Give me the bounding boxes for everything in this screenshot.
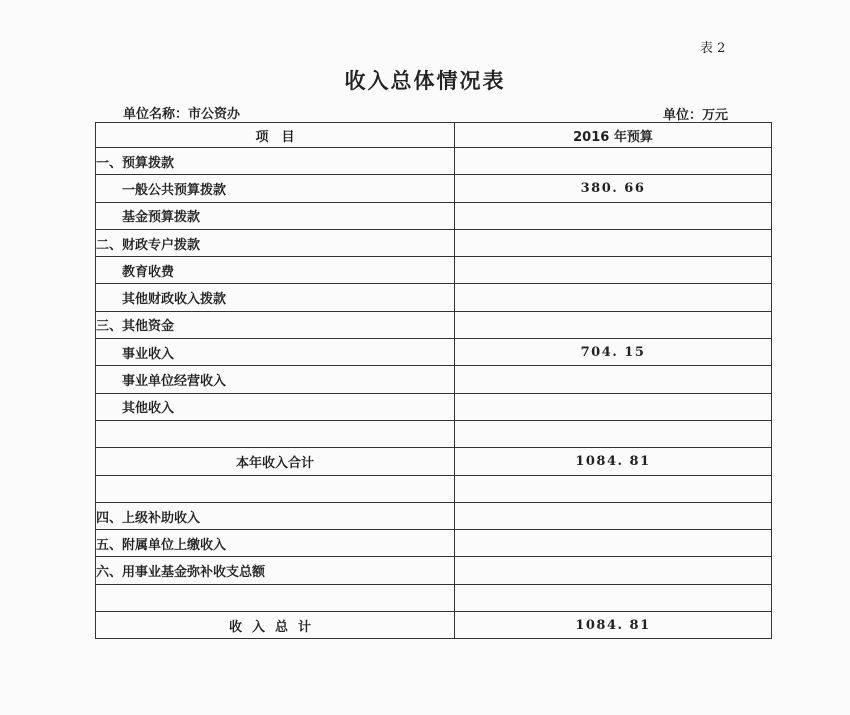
- row-label: 五、附属单位上缴收入: [96, 530, 455, 557]
- row-value: [455, 420, 772, 447]
- table-row: [96, 530, 772, 557]
- table-row: [96, 557, 772, 584]
- row-label: 四、上级补助收入: [96, 502, 455, 529]
- row-label: 一般公共预算拨款: [96, 175, 455, 202]
- row-value: [455, 366, 772, 393]
- table-header-row: [96, 123, 772, 148]
- table-row-blank: [96, 475, 772, 502]
- table-row: [96, 175, 772, 202]
- row-label: 基金预算拨款: [96, 202, 455, 229]
- row-label: [96, 420, 455, 447]
- table-row: [96, 339, 772, 366]
- row-value: 1084. 81: [455, 612, 772, 639]
- row-label: 收入总计: [96, 612, 455, 639]
- column-header-item: 项 目: [96, 123, 455, 148]
- row-value: [455, 530, 772, 557]
- unit-measure-label: 单位：万元: [663, 108, 729, 123]
- row-value: [455, 502, 772, 529]
- table-row: [96, 393, 772, 420]
- row-value: [455, 393, 772, 420]
- row-value: [455, 202, 772, 229]
- row-value: [455, 257, 772, 284]
- column-header-budget-2016: 2016 年预算: [455, 123, 772, 148]
- row-label: 事业单位经营收入: [96, 366, 455, 393]
- page-title: 收入总体情况表: [344, 69, 506, 93]
- row-value: 1084. 81: [455, 448, 772, 475]
- row-value: [455, 311, 772, 338]
- row-label: [96, 584, 455, 611]
- table-row: [96, 366, 772, 393]
- table-row-subtotal: [96, 448, 772, 475]
- table-row: [96, 257, 772, 284]
- row-value: 380. 66: [455, 175, 772, 202]
- row-label: [96, 475, 455, 502]
- row-label: 本年收入合计: [96, 448, 455, 475]
- table-row: [96, 311, 772, 338]
- table-number-label: 表 2: [700, 41, 726, 56]
- row-value: [455, 148, 772, 175]
- row-label: 二、财政专户拨款: [96, 229, 455, 256]
- table-row: [96, 284, 772, 311]
- unit-name-label: 单位名称：市公资办: [123, 107, 241, 122]
- table-row-blank: [96, 584, 772, 611]
- income-overview-table: [95, 122, 772, 639]
- table-row-blank: [96, 420, 772, 447]
- row-label: 教育收费: [96, 257, 455, 284]
- row-value: 704. 15: [455, 339, 772, 366]
- row-label: 事业收入: [96, 339, 455, 366]
- table-row-grand-total: [96, 612, 772, 639]
- row-label: 其他财政收入拨款: [96, 284, 455, 311]
- row-value: [455, 557, 772, 584]
- row-value: [455, 229, 772, 256]
- table-row: [96, 148, 772, 175]
- table-row: [96, 502, 772, 529]
- row-label: 三、其他资金: [96, 311, 455, 338]
- table-row: [96, 202, 772, 229]
- row-value: [455, 284, 772, 311]
- row-value: [455, 475, 772, 502]
- table-row: [96, 229, 772, 256]
- row-label: 六、用事业基金弥补收支总额: [96, 557, 455, 584]
- row-label: 一、预算拨款: [96, 148, 455, 175]
- row-label: 其他收入: [96, 393, 455, 420]
- row-value: [455, 584, 772, 611]
